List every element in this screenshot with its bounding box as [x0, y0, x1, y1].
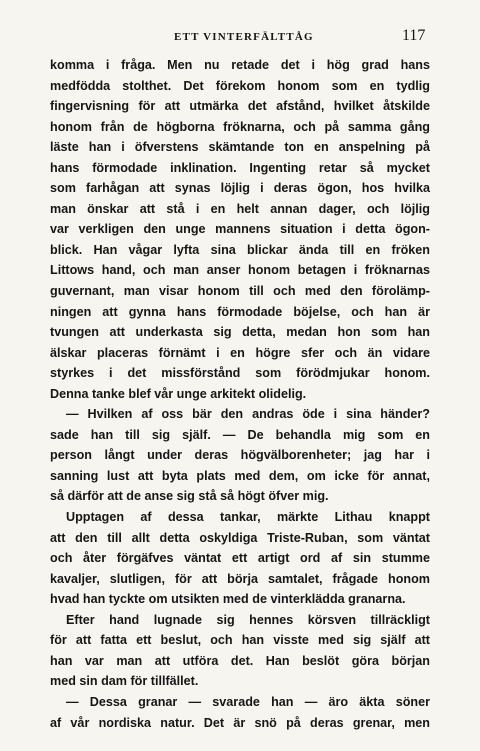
text-line: guvernant, man visar honom till och med den förolämp-	[50, 284, 430, 299]
page-number: 117	[402, 27, 426, 44]
text-line: Littows hand, och man anser honom betagen i fröknarnas	[50, 263, 430, 278]
text-line: — Dessa granar — svarade han — äro äkta söner	[66, 694, 430, 709]
text-line: — Hvilken af oss bär den andras öde i sina händer?	[66, 407, 430, 422]
text-line: med sin dam för tillfället.	[50, 674, 199, 689]
text-line: att den till allt detta oskyldiga Triste-Ruban, som väntat	[50, 530, 430, 545]
text-line: sanning lust att byta plats med dem, om icke för annat,	[50, 468, 430, 483]
text-line: tvungen att underkasta sig detta, medan hon som han	[50, 325, 430, 340]
text-line: hans förmodade inklination. Ingenting retar så mycket	[50, 160, 430, 175]
text-line: af vår nordiska natur. Det är snö på deras grenar, men	[50, 715, 430, 730]
text-line: läste han i öfverstens skämtande ton en anspelning på	[50, 140, 430, 155]
text-line: hvad han tyckte om utsikten med de vinterklädda granarna.	[50, 592, 406, 607]
text-line: medfödda stolthet. Det förekom honom som en tydlig	[50, 78, 430, 93]
text-line: var verkligen den unge mannens situation i detta ögon-	[50, 222, 430, 237]
text-line: älskar placeras förnämt i en högre sfer och än vidare	[50, 345, 430, 360]
body-text	[50, 55, 430, 733]
running-title: ETT VINTERFÄLTTÅG	[174, 31, 314, 43]
text-line: och åter förgäfves väntat ett artigt ord af sin stumme	[50, 551, 430, 566]
text-line: fingervisning för att utmärka det afstånd, hvilket åtskilde	[50, 99, 430, 114]
text-line: han var man att utföra det. Han beslöt göra början	[50, 653, 430, 668]
text-line: så därför att de anse sig stå så högt öfver mig.	[50, 489, 329, 504]
text-line: som farhågan att synas löjlig i deras ögon, hos hvilka	[50, 181, 430, 196]
text-line: Efter hand lugnade sig hennes körsven tillräckligt	[66, 612, 430, 627]
text-line: Denna tanke blef vår unge arkitekt olidelig.	[50, 386, 307, 401]
text-line: honom från de högborna fröknarna, och på samma gång	[50, 119, 430, 134]
text-line: sade han till sig själf. — De behandla mig som en	[50, 427, 430, 442]
text-line: ningen att gynna hans förmodade böjelse, och han är	[50, 304, 430, 319]
text-line: Upptagen af dessa tankar, märkte Lithau knappt	[66, 510, 430, 525]
text-line: för att fatta ett beslut, och han visste med sig själf att	[50, 633, 430, 648]
text-line: kavaljer, slutligen, för att börja samtalet, frågade honom	[50, 571, 430, 586]
text-line: person långt under deras högvälborenheter; jag har i	[50, 448, 430, 463]
page-header	[0, 27, 480, 51]
text-line: styrkes i det missförstånd som förödmjukar honom.	[50, 366, 430, 381]
text-line: man önskar att stå i en helt annan dager, och löjlig	[50, 201, 430, 216]
text-line: blick. Han vågar lyfta sina blickar ända till en fröken	[50, 242, 430, 257]
text-line: komma i fråga. Men nu retade det i hög grad hans	[50, 58, 430, 72]
